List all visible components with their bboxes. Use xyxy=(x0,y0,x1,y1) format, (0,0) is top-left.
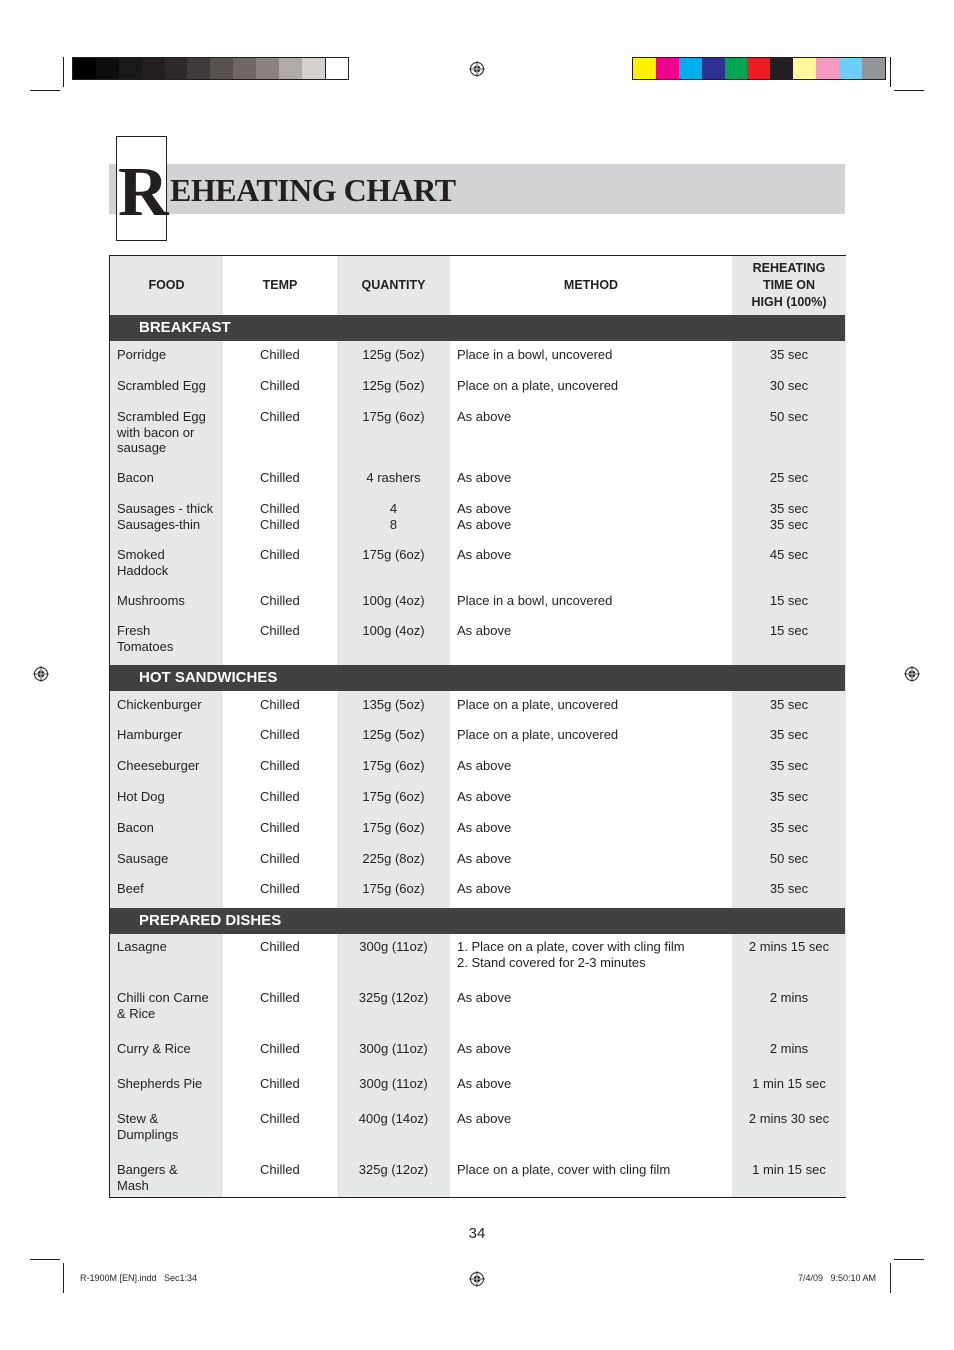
cell-reheating-time: 45 sec xyxy=(769,547,809,562)
cell-temp: Chilled xyxy=(260,990,300,1005)
color-swatch xyxy=(747,58,770,79)
cell-food: Bacon xyxy=(117,820,154,835)
cell-temp: Chilled xyxy=(260,1041,300,1056)
cell-temp: Chilled xyxy=(260,1076,300,1091)
crop-mark xyxy=(30,1259,60,1260)
cell-method: Place in a bowl, uncovered xyxy=(457,347,613,362)
cell-method: As above xyxy=(457,881,512,896)
cell-quantity: 300g (11oz) xyxy=(359,1041,428,1056)
page-number: 34 xyxy=(468,1225,486,1242)
color-swatch xyxy=(325,58,348,79)
file-slug: R-1900M [EN].indd Sec1:34 xyxy=(80,1273,198,1283)
cell-food: Chilli con Carne & Rice xyxy=(117,990,209,1021)
cell-temp: Chilled xyxy=(260,881,300,896)
page-title: EHEATING CHART xyxy=(170,172,456,208)
cell-food: Sausage xyxy=(117,851,169,866)
crop-mark xyxy=(63,57,64,87)
crop-mark xyxy=(890,57,891,87)
header-reheating-time: REHEATING TIME ON HIGH (100%) xyxy=(751,260,827,309)
cell-quantity: 325g (12oz) xyxy=(358,990,429,1005)
cell-temp: Chilled xyxy=(260,697,300,712)
cell-temp: Chilled xyxy=(260,758,300,773)
cell-temp: Chilled xyxy=(260,470,300,485)
header-temp: TEMP xyxy=(262,277,298,292)
crop-mark xyxy=(890,1263,891,1293)
cell-reheating-time: 50 sec xyxy=(769,409,809,424)
cell-quantity: 400g (14oz) xyxy=(358,1111,429,1126)
color-swatch xyxy=(73,58,96,79)
cell-quantity: 4 8 xyxy=(389,501,398,532)
reheating-table xyxy=(109,255,846,1198)
registration-mark-icon xyxy=(33,666,49,682)
cell-quantity: 175g (6oz) xyxy=(362,820,425,835)
cell-method: As above xyxy=(457,470,512,485)
cell-reheating-time: 35 sec xyxy=(769,697,809,712)
section-header: PREPARED DISHES xyxy=(110,908,845,934)
process-color-bar xyxy=(632,57,886,80)
cell-food: Shepherds Pie xyxy=(117,1076,203,1091)
cell-food: Beef xyxy=(117,881,144,896)
color-swatch xyxy=(96,58,119,79)
color-swatch xyxy=(233,58,256,79)
cell-method: 1. Place on a plate, cover with cling film 2. Stand covered for 2-3 minutes xyxy=(457,939,685,970)
cell-reheating-time: 50 sec xyxy=(769,851,809,866)
cell-method: Place on a plate, uncovered xyxy=(457,697,619,712)
cell-quantity: 135g (5oz) xyxy=(362,697,425,712)
color-swatch xyxy=(187,58,210,79)
cell-temp: Chilled xyxy=(260,347,300,362)
cell-method: As above xyxy=(457,990,512,1005)
color-swatch xyxy=(165,58,188,79)
cell-quantity: 125g (5oz) xyxy=(362,727,425,742)
cell-temp: Chilled xyxy=(260,789,300,804)
cell-food: Sausages - thick Sausages-thin xyxy=(117,501,214,532)
cell-temp: Chilled Chilled xyxy=(260,501,300,532)
registration-mark-icon xyxy=(469,61,485,77)
cell-method: As above xyxy=(457,851,512,866)
cell-method: As above xyxy=(457,789,512,804)
color-swatch xyxy=(793,58,816,79)
cell-temp: Chilled xyxy=(260,1111,300,1126)
cell-temp: Chilled xyxy=(260,820,300,835)
cell-reheating-time: 35 sec xyxy=(769,820,809,835)
cell-quantity: 125g (5oz) xyxy=(362,347,425,362)
cell-method: As above xyxy=(457,1076,512,1091)
cell-reheating-time: 25 sec xyxy=(769,470,809,485)
cell-method: As above xyxy=(457,547,512,562)
cell-temp: Chilled xyxy=(260,939,300,954)
color-swatch xyxy=(279,58,302,79)
cell-reheating-time: 35 sec xyxy=(769,881,809,896)
cell-temp: Chilled xyxy=(260,593,300,608)
color-swatch xyxy=(679,58,702,79)
cell-temp: Chilled xyxy=(260,409,300,424)
cell-food: Scrambled Egg with bacon or sausage xyxy=(117,409,206,455)
cell-method: As above xyxy=(457,820,512,835)
color-swatch xyxy=(770,58,793,79)
cell-method: As above xyxy=(457,409,512,424)
cell-temp: Chilled xyxy=(260,1162,300,1177)
cell-quantity: 175g (6oz) xyxy=(362,547,425,562)
cell-reheating-time: 35 sec xyxy=(769,758,809,773)
cell-food: Curry & Rice xyxy=(117,1041,191,1056)
cell-reheating-time: 2 mins xyxy=(769,990,809,1005)
cell-reheating-time: 2 mins 30 sec xyxy=(748,1111,830,1126)
color-swatch xyxy=(862,58,885,79)
header-quantity: QUANTITY xyxy=(361,277,426,292)
cell-food: Fresh Tomatoes xyxy=(117,623,174,654)
cell-reheating-time: 35 sec 35 sec xyxy=(769,501,809,532)
cell-food: Bacon xyxy=(117,470,154,485)
registration-mark-icon xyxy=(904,666,920,682)
cell-food: Chickenburger xyxy=(117,697,202,712)
color-swatch xyxy=(633,58,656,79)
cell-food: Porridge xyxy=(117,347,167,362)
cell-quantity: 225g (8oz) xyxy=(362,851,425,866)
cell-method: Place on a plate, uncovered xyxy=(457,378,619,393)
cell-reheating-time: 1 min 15 sec xyxy=(752,1162,826,1177)
cell-temp: Chilled xyxy=(260,547,300,562)
cell-quantity: 175g (6oz) xyxy=(362,881,425,896)
cell-method: As above xyxy=(457,1111,512,1126)
cell-reheating-time: 2 mins xyxy=(769,1041,809,1056)
cell-food: Smoked Haddock xyxy=(117,547,169,578)
header-method: METHOD xyxy=(563,277,619,292)
crop-mark xyxy=(894,1259,924,1260)
crop-mark xyxy=(63,1263,64,1293)
cell-quantity: 125g (5oz) xyxy=(362,378,425,393)
color-swatch xyxy=(119,58,142,79)
color-swatch xyxy=(142,58,165,79)
cell-reheating-time: 15 sec xyxy=(769,593,809,608)
cell-reheating-time: 35 sec xyxy=(769,727,809,742)
cell-quantity: 300g (11oz) xyxy=(359,1076,428,1091)
cell-reheating-time: 35 sec xyxy=(769,789,809,804)
section-header: HOT SANDWICHES xyxy=(110,665,845,691)
registration-mark-icon xyxy=(469,1271,485,1287)
color-swatch xyxy=(839,58,862,79)
color-swatch xyxy=(656,58,679,79)
color-swatch xyxy=(256,58,279,79)
section-header: BREAKFAST xyxy=(110,315,845,341)
cell-quantity: 325g (12oz) xyxy=(358,1162,429,1177)
title-initial: R xyxy=(118,154,167,231)
cell-quantity: 175g (6oz) xyxy=(362,409,425,424)
header-food: FOOD xyxy=(148,277,185,292)
crop-mark xyxy=(30,90,60,91)
cell-reheating-time: 30 sec xyxy=(769,378,809,393)
cell-quantity: 175g (6oz) xyxy=(362,758,425,773)
cell-quantity: 175g (6oz) xyxy=(362,789,425,804)
crop-mark xyxy=(894,90,924,91)
cell-quantity: 300g (11oz) xyxy=(359,939,428,954)
cell-food: Scrambled Egg xyxy=(117,378,206,393)
cell-method: As above xyxy=(457,758,512,773)
cell-reheating-time: 15 sec xyxy=(769,623,809,638)
cell-reheating-time: 1 min 15 sec xyxy=(752,1076,826,1091)
color-swatch xyxy=(210,58,233,79)
cell-method: As above As above xyxy=(457,501,512,532)
cell-method: Place in a bowl, uncovered xyxy=(457,593,613,608)
cell-food: Stew & Dumplings xyxy=(117,1111,179,1142)
cell-food: Hamburger xyxy=(117,727,183,742)
cell-food: Mushrooms xyxy=(117,593,185,608)
cell-food: Bangers & Mash xyxy=(117,1162,178,1193)
grayscale-color-bar xyxy=(72,57,349,80)
cell-method: Place on a plate, uncovered xyxy=(457,727,619,742)
date-slug: 7/4/09 9:50:10 AM xyxy=(798,1273,877,1283)
cell-temp: Chilled xyxy=(260,727,300,742)
cell-quantity: 100g (4oz) xyxy=(362,593,425,608)
color-swatch xyxy=(816,58,839,79)
cell-reheating-time: 2 mins 15 sec xyxy=(748,939,830,954)
cell-method: As above xyxy=(457,623,512,638)
cell-food: Lasagne xyxy=(117,939,167,954)
cell-reheating-time: 35 sec xyxy=(769,347,809,362)
cell-food: Hot Dog xyxy=(117,789,165,804)
cell-method: As above xyxy=(457,1041,512,1056)
cell-temp: Chilled xyxy=(260,378,300,393)
cell-method: Place on a plate, cover with cling film xyxy=(457,1162,671,1177)
cell-temp: Chilled xyxy=(260,851,300,866)
color-swatch xyxy=(302,58,325,79)
color-swatch xyxy=(725,58,748,79)
cell-quantity: 100g (4oz) xyxy=(362,623,425,638)
color-swatch xyxy=(702,58,725,79)
cell-temp: Chilled xyxy=(260,623,300,638)
cell-quantity: 4 rashers xyxy=(366,470,421,485)
cell-food: Cheeseburger xyxy=(117,758,200,773)
